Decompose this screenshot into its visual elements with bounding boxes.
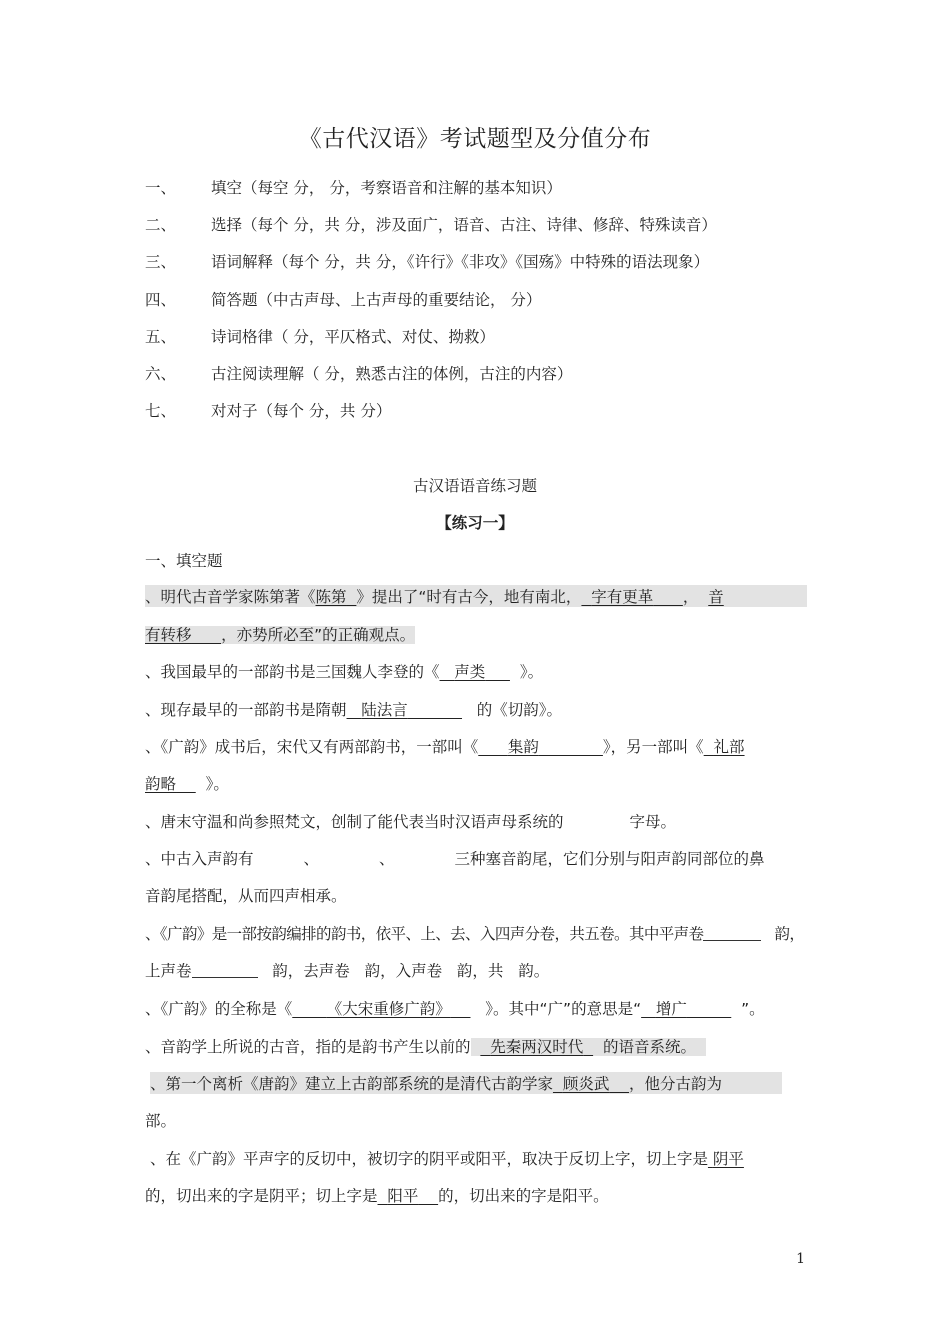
- question-5: [145, 810, 810, 832]
- q7-text: 韵，共: [456, 962, 504, 980]
- q10-answer: 顾炎武: [562, 1075, 610, 1093]
- type-text: 语词解释（每个 分，共 分，《许行》《非攻》《国殇》中特殊的语法现象）: [211, 253, 710, 271]
- q7-text: 韵，: [774, 925, 805, 943]
- type-number: 二、: [145, 216, 177, 234]
- q1-answer-1: 陈第: [315, 588, 347, 606]
- q11-text: 、在《广韵》平声字的反切中，被切字的阴平或阳平，取决于反切上字，切上字是: [149, 1150, 708, 1168]
- document-title: 《古代汉语》考试题型及分值分布: [298, 126, 652, 152]
- q1-answer-3a: 音: [708, 588, 724, 606]
- q9-answer: 先秦两汉时代: [490, 1038, 584, 1056]
- q10-text: ，他分古韵为: [629, 1075, 723, 1093]
- q2-text: 》。: [519, 663, 544, 681]
- question-type-6: [145, 362, 572, 384]
- q6-text: 、中古入声韵有: [145, 850, 254, 868]
- question-3: [145, 698, 810, 720]
- q6-text: 、: [303, 850, 320, 868]
- q9-text: 的语音系统。: [602, 1038, 696, 1056]
- type-text: 简答题（中古声母、上古声母的重要结论， 分）: [211, 291, 542, 309]
- type-number: 五、: [145, 328, 177, 346]
- question-1-line-2: [145, 623, 810, 645]
- q4-text: 、《广韵》成书后，宋代又有两部韵书，一部叫《: [145, 738, 479, 756]
- fill-heading: 一、填空题: [145, 552, 223, 570]
- q1-text: 》提出了“时有古今，地有南北，: [356, 588, 582, 606]
- q7-blank: [703, 926, 761, 941]
- question-9: [145, 1035, 810, 1057]
- q8-answer-2: 增广: [655, 1000, 687, 1018]
- type-text: 诗词格律（ 分，平仄格式、对仗、拗救）: [211, 328, 495, 346]
- type-text: 对对子（每个 分，共 分）: [211, 402, 392, 420]
- q4-answer-2a: 礼部: [713, 738, 745, 756]
- q1-text: ，亦势所必至”的正确观点。: [221, 626, 416, 644]
- q2-answer: 声类: [454, 663, 486, 681]
- question-type-1: [145, 176, 562, 198]
- section-title: 古汉语语音练习题: [412, 477, 537, 495]
- q6-text: 、: [379, 850, 395, 868]
- q11-answer-2: 阳平: [387, 1187, 419, 1205]
- type-number: 一、: [145, 179, 177, 197]
- question-type-2: [145, 213, 717, 235]
- type-text: 古注阅读理解（ 分，熟悉古注的体例，古注的内容）: [211, 365, 573, 383]
- q5-text: 、唐末守温和尚参照梵文，创制了能代表当时汉语声母系统的: [145, 813, 564, 831]
- q8-text: ”。: [741, 1000, 765, 1018]
- q1-answer-3b: 有转移: [145, 626, 192, 644]
- q2-text: 、我国最早的一部韵书是三国魏人李登的《: [145, 663, 440, 681]
- q11-answer-1: 阴平: [712, 1150, 744, 1168]
- q8-answer-1: 《大宋重修广韵》: [326, 1000, 451, 1018]
- q1-text: ，: [682, 588, 699, 606]
- q3-text: 的《切韵》。: [476, 701, 563, 719]
- type-number: 七、: [145, 402, 177, 420]
- type-text: 选择（每个 分，共 分，涉及面广，语音、古注、诗律、修辞、特殊读音）: [211, 216, 717, 234]
- type-text: 填空（每空 分， 分，考察语音和注解的基本知识）: [211, 179, 562, 197]
- question-type-5: [145, 325, 495, 347]
- question-6-line-2: 音韵尾搭配，从而四声相承。: [145, 887, 347, 905]
- question-4-line-1: [145, 735, 810, 757]
- question-11-line-1: [145, 1147, 810, 1169]
- question-type-7: [145, 399, 391, 421]
- question-1-line-1: [145, 585, 807, 607]
- question-7-line-2: [145, 959, 810, 981]
- question-6-line-1: [145, 847, 810, 869]
- q4-answer-2b: 韵略: [145, 775, 177, 793]
- question-7-line-1: [145, 922, 810, 944]
- q7-text: 上声卷: [145, 962, 192, 980]
- q8-text: 、《广韵》的全称是《: [145, 1000, 293, 1018]
- q7-text: 韵。: [518, 962, 550, 980]
- type-number: 三、: [145, 253, 177, 271]
- q8-text: 》。其中“广”的意思是“: [485, 1000, 642, 1018]
- question-4-line-2: [145, 772, 810, 794]
- q3-text: 、现存最早的一部韵书是隋朝: [145, 701, 347, 719]
- q7-blank: [192, 963, 258, 978]
- exercise-label: 【练习一】: [436, 514, 514, 532]
- question-8: [145, 997, 810, 1019]
- type-number: 四、: [145, 291, 177, 309]
- q7-text: 韵，入声卷: [364, 962, 443, 980]
- q5-text: 字母。: [629, 813, 677, 831]
- page-number: 1: [796, 1251, 805, 1267]
- q1-text: 、明代古音学家陈第著《: [145, 588, 316, 606]
- q4-text: 》，另一部叫《: [602, 738, 704, 756]
- q3-answer: 陆法言: [361, 701, 408, 719]
- type-number: 六、: [145, 365, 177, 383]
- question-11-line-2: [145, 1184, 810, 1206]
- q10-text: 、第一个离析《唐韵》建立上古韵部系统的是清代古韵学家: [149, 1075, 553, 1093]
- q11-text: 的，切出来的字是阳平。: [438, 1187, 609, 1205]
- q1-answer-2: 字有更革: [591, 588, 654, 606]
- q11-text: 的，切出来的字是阴平；切上字是: [145, 1187, 378, 1205]
- question-10-line-1: [145, 1072, 810, 1094]
- q9-text: 、音韵学上所说的古音，指的是韵书产生以前的: [145, 1038, 471, 1056]
- question-2: [145, 660, 810, 682]
- q4-text: 》。: [205, 775, 229, 793]
- q4-answer-1: 集韵: [507, 738, 539, 756]
- q6-text: 三种塞音韵尾，它们分别与阳声韵同部位的鼻: [454, 850, 765, 868]
- question-type-4: [145, 288, 541, 310]
- question-type-3: [145, 250, 709, 272]
- q7-text: 韵，去声卷: [272, 962, 350, 980]
- q7-text: 、《广韵》是一部按韵编排的韵书，依平、上、去、入四声分卷，共五卷。其中平声卷: [145, 925, 704, 943]
- question-10-line-2: 部。: [145, 1112, 177, 1130]
